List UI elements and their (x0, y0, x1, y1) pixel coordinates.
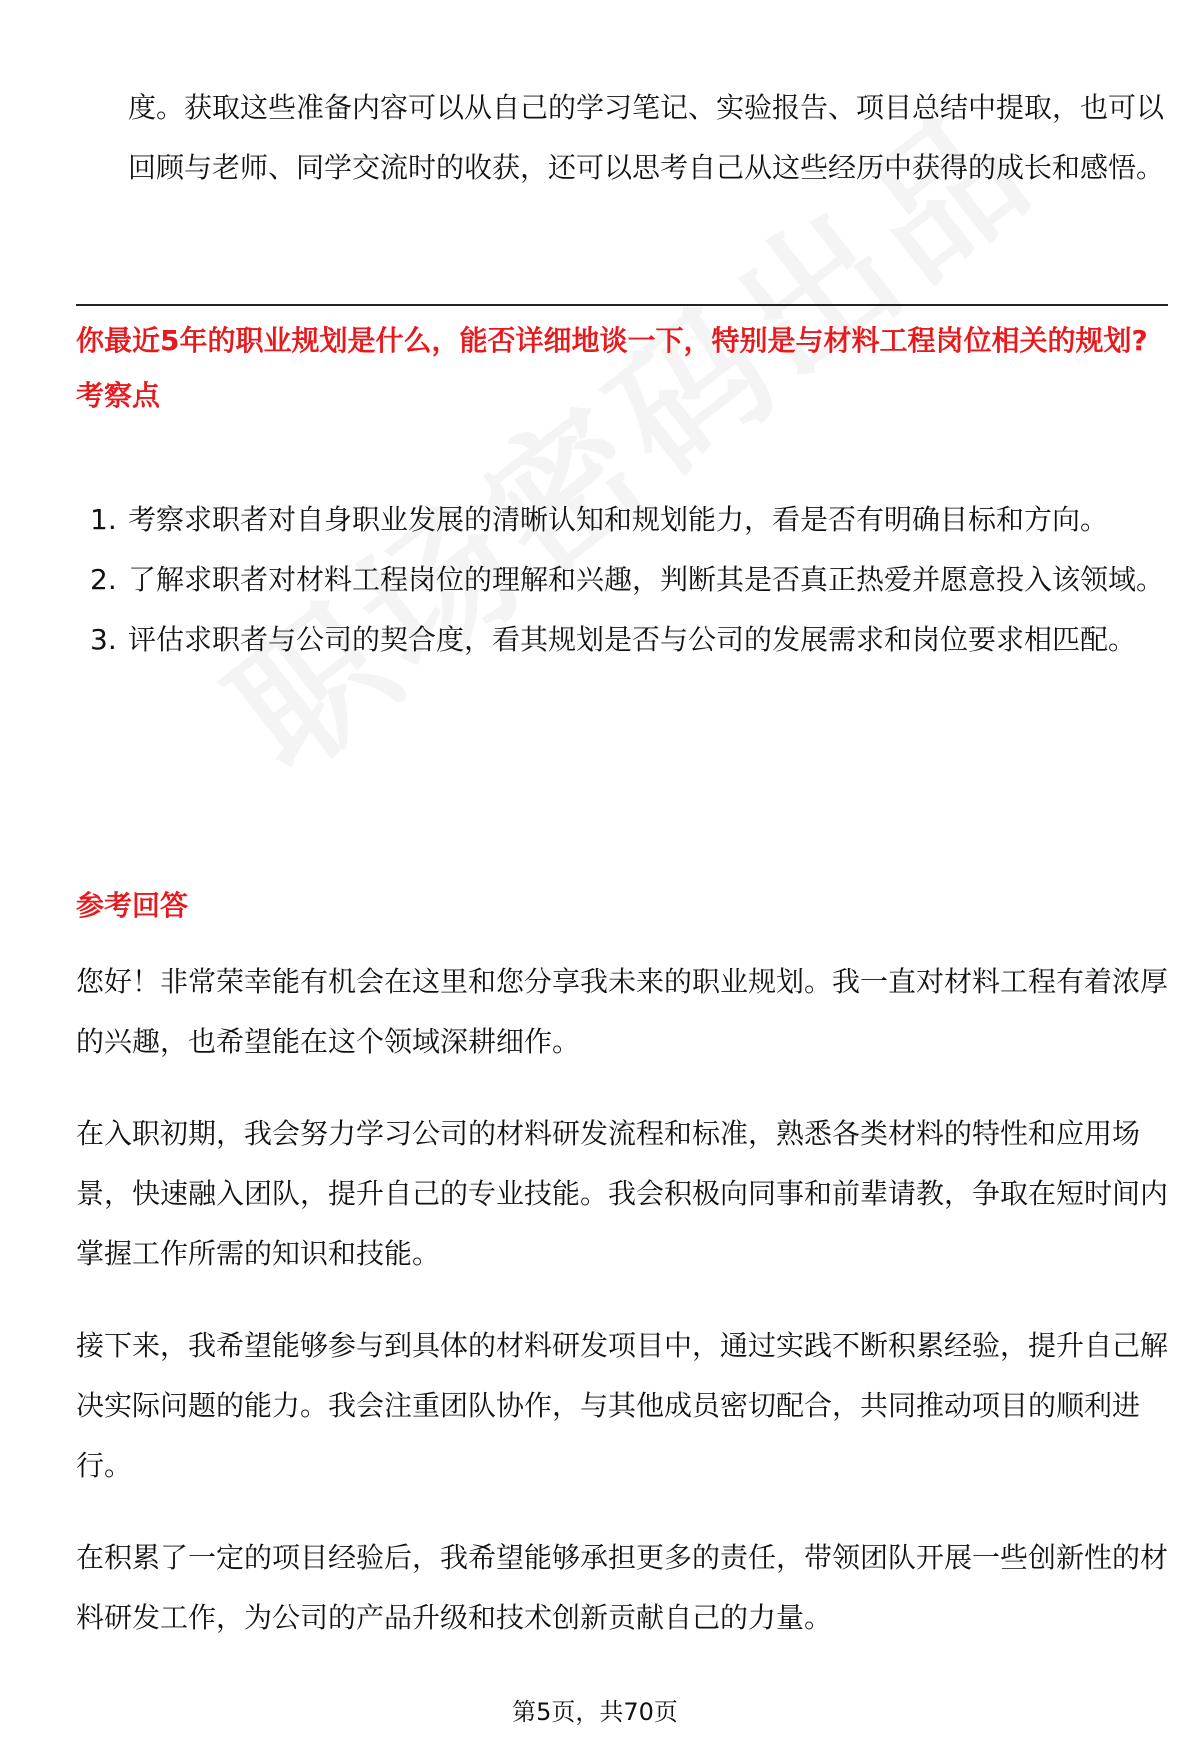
question-heading: 你最近5年的职业规划是什么，能否详细地谈一下，特别是与材料工程岗位相关的规划? (76, 324, 1148, 357)
section-divider (76, 304, 1168, 306)
list-item (76, 490, 1168, 550)
page-number: 第5页，共70页 (512, 1698, 678, 1726)
answer-paragraph: 您好！非常荣幸能有机会在这里和您分享我未来的职业规划。我一直对材料工程有着浓厚的兴趣，也希望能在这个领域深耕细作。 (76, 965, 1169, 1058)
answer-paragraph: 在积累了一定的项目经验后，我希望能够承担更多的责任，带领团队开展一些创新性的材料研发工作，为公司的产品升级和技术创新贡献自己的力量。 (76, 1541, 1169, 1634)
list-text: 评估求职者与公司的契合度，看其规划是否与公司的发展需求和岗位要求相匹配。 (128, 623, 1137, 656)
list-number: 3. (90, 623, 117, 656)
list-item (76, 610, 1168, 670)
answer-paragraph: 接下来，我希望能够参与到具体的材料研发项目中，通过实践不断积累经验，提升自己解决实际问题的能力。我会注重团队协作，与其他成员密切配合，共同推动项目的顺利进行。 (76, 1329, 1169, 1482)
reference-title: 参考回答 (76, 889, 189, 922)
list-text: 了解求职者对材料工程岗位的理解和兴趣，判断其是否真正热爱并愿意投入该领域。 (128, 563, 1165, 596)
list-text: 考察求职者对自身职业发展的清晰认知和规划能力，看是否有明确目标和方向。 (128, 503, 1109, 536)
answer-paragraph: 在入职初期，我会努力学习公司的材料研发流程和标准，熟悉各类材料的特性和应用场景，快速融入团队，提升自己的专业技能。我会积极向同事和前辈请教，争取在短时间内掌握工作所需的知识和技能。 (76, 1117, 1169, 1270)
list-number: 2. (90, 563, 117, 596)
assessment-title: 考察点 (76, 379, 161, 412)
list-item (76, 550, 1168, 610)
list-number: 1. (90, 503, 117, 536)
assessment-list (76, 490, 1168, 670)
intro-paragraph: 度。获取这些准备内容可以从自己的学习笔记、实验报告、项目总结中提取，也可以回顾与老师、同学交流时的收获，还可以思考自己从这些经历中获得的成长和感悟。 (128, 91, 1165, 184)
